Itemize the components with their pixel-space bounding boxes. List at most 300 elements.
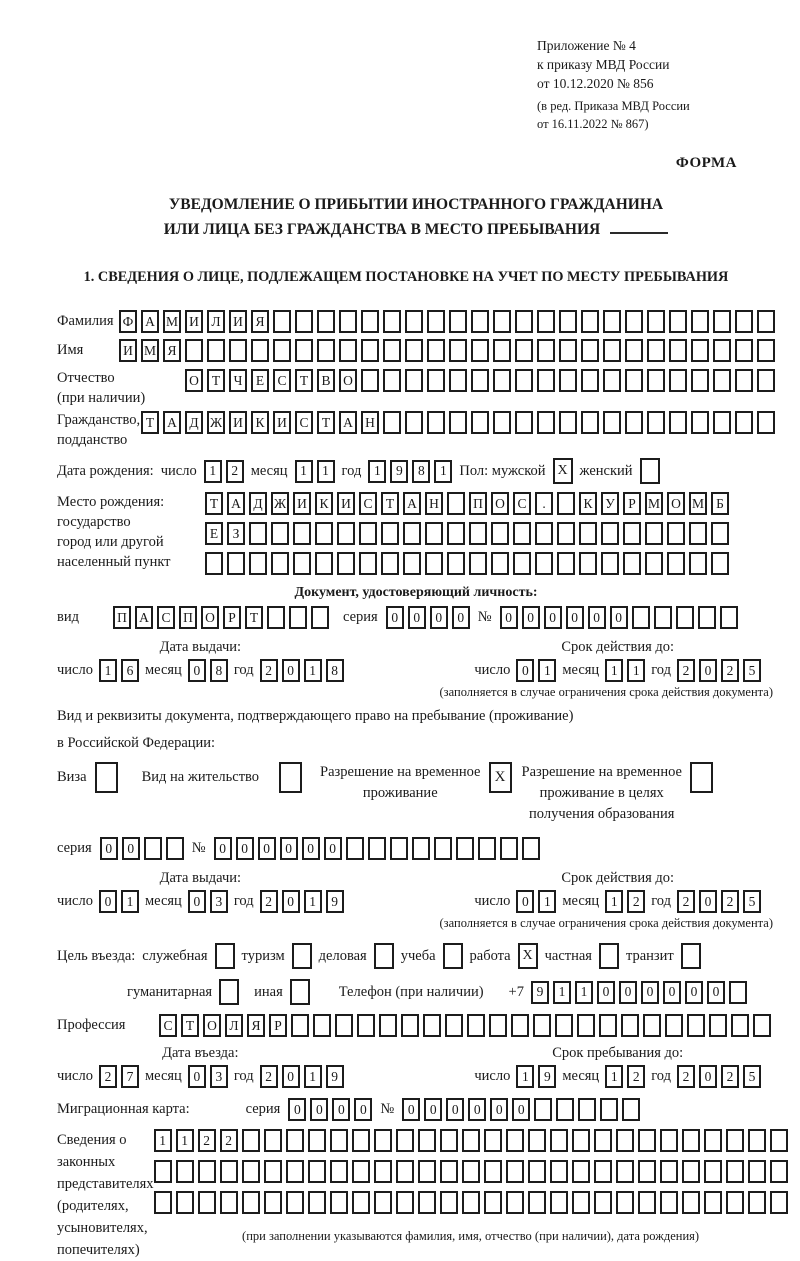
char-cell[interactable]: Д [249, 492, 267, 515]
char-cell[interactable] [550, 1160, 568, 1183]
patronymic-cells[interactable] [185, 369, 775, 392]
char-cell[interactable]: 9 [538, 1065, 556, 1088]
representatives-line2[interactable] [154, 1160, 788, 1183]
char-cell[interactable] [227, 552, 245, 575]
char-cell[interactable] [625, 310, 643, 333]
char-cell[interactable] [515, 369, 533, 392]
char-cell[interactable]: 0 [619, 981, 637, 1004]
phone-cells[interactable] [531, 981, 747, 1004]
char-cell[interactable] [286, 1129, 304, 1152]
char-cell[interactable]: 2 [220, 1129, 238, 1152]
char-cell[interactable] [632, 606, 650, 629]
char-cell[interactable] [681, 943, 701, 969]
char-cell[interactable] [625, 369, 643, 392]
edu-residence-checkbox[interactable] [690, 762, 713, 793]
char-cell[interactable]: 9 [326, 890, 344, 913]
char-cell[interactable]: Т [207, 369, 225, 392]
char-cell[interactable]: 2 [677, 1065, 695, 1088]
char-cell[interactable] [577, 1014, 595, 1037]
char-cell[interactable]: 2 [627, 1065, 645, 1088]
char-cell[interactable]: X [518, 943, 538, 969]
char-cell[interactable] [427, 411, 445, 434]
doc-number-cells[interactable] [500, 606, 738, 629]
char-cell[interactable]: Т [295, 369, 313, 392]
char-cell[interactable]: Ф [119, 310, 137, 333]
char-cell[interactable] [286, 1160, 304, 1183]
char-cell[interactable] [698, 606, 716, 629]
char-cell[interactable]: 1 [368, 460, 386, 483]
char-cell[interactable]: 1 [434, 460, 452, 483]
char-cell[interactable] [264, 1129, 282, 1152]
representatives-line3[interactable] [154, 1191, 788, 1214]
char-cell[interactable] [770, 1160, 788, 1183]
char-cell[interactable] [427, 369, 445, 392]
doc-kind-cells[interactable] [113, 606, 329, 629]
char-cell[interactable] [640, 458, 660, 484]
char-cell[interactable] [729, 981, 747, 1004]
char-cell[interactable]: А [135, 606, 153, 629]
char-cell[interactable] [449, 411, 467, 434]
char-cell[interactable]: 2 [260, 659, 278, 682]
char-cell[interactable] [603, 411, 621, 434]
char-cell[interactable]: 8 [210, 659, 228, 682]
char-cell[interactable] [289, 606, 307, 629]
char-cell[interactable]: 1 [627, 659, 645, 682]
char-cell[interactable] [295, 310, 313, 333]
char-cell[interactable] [290, 979, 310, 1005]
char-cell[interactable] [622, 1098, 640, 1121]
char-cell[interactable] [690, 762, 713, 793]
representatives-line1[interactable] [154, 1129, 788, 1152]
char-cell[interactable]: Ч [229, 369, 247, 392]
char-cell[interactable] [440, 1129, 458, 1152]
char-cell[interactable] [267, 606, 285, 629]
char-cell[interactable]: 2 [198, 1129, 216, 1152]
char-cell[interactable] [337, 552, 355, 575]
char-cell[interactable] [572, 1160, 590, 1183]
char-cell[interactable]: О [667, 492, 685, 515]
char-cell[interactable] [449, 339, 467, 362]
char-cell[interactable] [559, 339, 577, 362]
char-cell[interactable]: 0 [468, 1098, 486, 1121]
char-cell[interactable] [506, 1160, 524, 1183]
char-cell[interactable]: 1 [317, 460, 335, 483]
birth-place-line2[interactable] [205, 522, 729, 545]
doc-issue-year[interactable] [260, 659, 344, 682]
char-cell[interactable] [665, 1014, 683, 1037]
char-cell[interactable] [689, 522, 707, 545]
char-cell[interactable]: 1 [538, 659, 556, 682]
char-cell[interactable]: Т [381, 492, 399, 515]
char-cell[interactable] [600, 1098, 618, 1121]
char-cell[interactable] [381, 552, 399, 575]
char-cell[interactable] [757, 310, 775, 333]
char-cell[interactable] [654, 606, 672, 629]
char-cell[interactable] [522, 837, 540, 860]
char-cell[interactable]: Л [207, 310, 225, 333]
char-cell[interactable] [757, 369, 775, 392]
char-cell[interactable] [493, 310, 511, 333]
char-cell[interactable] [273, 339, 291, 362]
char-cell[interactable] [215, 943, 235, 969]
char-cell[interactable] [660, 1191, 678, 1214]
char-cell[interactable]: 0 [236, 837, 254, 860]
char-cell[interactable]: Т [181, 1014, 199, 1037]
char-cell[interactable] [352, 1129, 370, 1152]
char-cell[interactable] [550, 1129, 568, 1152]
char-cell[interactable] [735, 369, 753, 392]
char-cell[interactable]: Н [361, 411, 379, 434]
char-cell[interactable] [339, 339, 357, 362]
char-cell[interactable] [537, 411, 555, 434]
sex-female-checkbox[interactable] [640, 458, 660, 484]
char-cell[interactable] [513, 522, 531, 545]
char-cell[interactable] [427, 339, 445, 362]
temp-residence-checkbox[interactable] [489, 762, 512, 793]
char-cell[interactable]: 0 [544, 606, 562, 629]
char-cell[interactable]: X [553, 458, 573, 484]
char-cell[interactable]: 1 [304, 890, 322, 913]
char-cell[interactable] [383, 369, 401, 392]
char-cell[interactable] [660, 1160, 678, 1183]
purpose-commercial-checkbox[interactable] [374, 943, 394, 969]
char-cell[interactable] [638, 1160, 656, 1183]
char-cell[interactable]: 0 [685, 981, 703, 1004]
char-cell[interactable]: Ж [207, 411, 225, 434]
char-cell[interactable] [286, 1191, 304, 1214]
char-cell[interactable] [669, 310, 687, 333]
char-cell[interactable] [396, 1160, 414, 1183]
char-cell[interactable]: 0 [99, 890, 117, 913]
char-cell[interactable]: 0 [663, 981, 681, 1004]
char-cell[interactable] [308, 1160, 326, 1183]
char-cell[interactable] [594, 1191, 612, 1214]
char-cell[interactable] [383, 411, 401, 434]
char-cell[interactable] [462, 1191, 480, 1214]
char-cell[interactable]: А [227, 492, 245, 515]
char-cell[interactable] [669, 411, 687, 434]
char-cell[interactable] [726, 1160, 744, 1183]
char-cell[interactable] [691, 369, 709, 392]
char-cell[interactable]: 0 [310, 1098, 328, 1121]
char-cell[interactable] [425, 552, 443, 575]
char-cell[interactable]: Р [623, 492, 641, 515]
char-cell[interactable] [559, 310, 577, 333]
char-cell[interactable]: 1 [204, 460, 222, 483]
char-cell[interactable]: А [141, 310, 159, 333]
char-cell[interactable]: 0 [516, 890, 534, 913]
char-cell[interactable]: П [469, 492, 487, 515]
char-cell[interactable]: К [251, 411, 269, 434]
char-cell[interactable] [379, 1014, 397, 1037]
char-cell[interactable] [484, 1160, 502, 1183]
char-cell[interactable] [691, 339, 709, 362]
char-cell[interactable]: О [201, 606, 219, 629]
char-cell[interactable]: 0 [512, 1098, 530, 1121]
char-cell[interactable] [456, 837, 474, 860]
char-cell[interactable]: У [601, 492, 619, 515]
char-cell[interactable] [594, 1129, 612, 1152]
stay-until-month[interactable] [605, 1065, 645, 1088]
char-cell[interactable] [623, 522, 641, 545]
char-cell[interactable] [506, 1191, 524, 1214]
char-cell[interactable] [249, 522, 267, 545]
given-name-cells[interactable] [119, 339, 775, 362]
entry-day[interactable] [99, 1065, 139, 1088]
char-cell[interactable] [425, 522, 443, 545]
char-cell[interactable] [357, 1014, 375, 1037]
char-cell[interactable] [528, 1191, 546, 1214]
char-cell[interactable] [434, 837, 452, 860]
char-cell[interactable] [293, 522, 311, 545]
char-cell[interactable]: Б [711, 492, 729, 515]
char-cell[interactable] [669, 369, 687, 392]
char-cell[interactable] [537, 310, 555, 333]
char-cell[interactable]: И [337, 492, 355, 515]
char-cell[interactable] [704, 1160, 722, 1183]
char-cell[interactable] [449, 369, 467, 392]
char-cell[interactable]: 1 [605, 1065, 623, 1088]
char-cell[interactable]: 0 [258, 837, 276, 860]
char-cell[interactable]: 5 [743, 1065, 761, 1088]
visa-checkbox[interactable] [95, 762, 118, 793]
char-cell[interactable] [535, 522, 553, 545]
char-cell[interactable]: 1 [99, 659, 117, 682]
char-cell[interactable]: 0 [699, 890, 717, 913]
char-cell[interactable] [359, 552, 377, 575]
doc-issue-day[interactable] [99, 659, 139, 682]
char-cell[interactable] [491, 522, 509, 545]
char-cell[interactable] [383, 339, 401, 362]
char-cell[interactable]: 0 [188, 890, 206, 913]
surname-cells[interactable] [119, 310, 775, 333]
char-cell[interactable] [748, 1160, 766, 1183]
char-cell[interactable] [249, 552, 267, 575]
char-cell[interactable] [361, 339, 379, 362]
char-cell[interactable] [198, 1160, 216, 1183]
char-cell[interactable]: О [185, 369, 203, 392]
char-cell[interactable]: О [339, 369, 357, 392]
char-cell[interactable]: В [317, 369, 335, 392]
entry-month[interactable] [188, 1065, 228, 1088]
char-cell[interactable]: П [179, 606, 197, 629]
char-cell[interactable]: Д [185, 411, 203, 434]
char-cell[interactable] [412, 837, 430, 860]
char-cell[interactable] [405, 339, 423, 362]
char-cell[interactable] [383, 310, 401, 333]
char-cell[interactable] [572, 1129, 590, 1152]
char-cell[interactable] [493, 411, 511, 434]
entry-year[interactable] [260, 1065, 344, 1088]
char-cell[interactable] [176, 1160, 194, 1183]
char-cell[interactable]: 2 [99, 1065, 117, 1088]
char-cell[interactable] [704, 1129, 722, 1152]
char-cell[interactable]: М [689, 492, 707, 515]
char-cell[interactable]: К [315, 492, 333, 515]
char-cell[interactable] [489, 1014, 507, 1037]
char-cell[interactable]: 2 [226, 460, 244, 483]
char-cell[interactable] [601, 552, 619, 575]
char-cell[interactable]: Я [163, 339, 181, 362]
migration-number-cells[interactable] [402, 1098, 640, 1121]
char-cell[interactable]: 0 [100, 837, 118, 860]
char-cell[interactable] [449, 310, 467, 333]
char-cell[interactable] [581, 369, 599, 392]
char-cell[interactable]: 2 [721, 659, 739, 682]
char-cell[interactable] [293, 552, 311, 575]
char-cell[interactable] [713, 310, 731, 333]
char-cell[interactable] [515, 339, 533, 362]
char-cell[interactable] [533, 1014, 551, 1037]
char-cell[interactable]: И [293, 492, 311, 515]
stay-valid-year[interactable] [677, 890, 761, 913]
char-cell[interactable] [616, 1191, 634, 1214]
char-cell[interactable]: 2 [677, 890, 695, 913]
char-cell[interactable] [594, 1160, 612, 1183]
char-cell[interactable] [352, 1191, 370, 1214]
char-cell[interactable] [513, 552, 531, 575]
char-cell[interactable]: Н [425, 492, 443, 515]
char-cell[interactable] [493, 369, 511, 392]
char-cell[interactable]: Т [245, 606, 263, 629]
char-cell[interactable] [511, 1014, 529, 1037]
char-cell[interactable] [731, 1014, 749, 1037]
char-cell[interactable] [506, 1129, 524, 1152]
char-cell[interactable]: 1 [575, 981, 593, 1004]
char-cell[interactable]: 0 [452, 606, 470, 629]
char-cell[interactable] [726, 1191, 744, 1214]
char-cell[interactable] [144, 837, 162, 860]
char-cell[interactable]: 2 [627, 890, 645, 913]
doc-valid-day[interactable] [516, 659, 556, 682]
char-cell[interactable]: 9 [531, 981, 549, 1004]
char-cell[interactable] [735, 339, 753, 362]
stay-issue-month[interactable] [188, 890, 228, 913]
residence-permit-checkbox[interactable] [279, 762, 302, 793]
char-cell[interactable]: И [229, 411, 247, 434]
char-cell[interactable] [579, 552, 597, 575]
char-cell[interactable] [396, 1129, 414, 1152]
char-cell[interactable]: 0 [424, 1098, 442, 1121]
char-cell[interactable] [713, 411, 731, 434]
char-cell[interactable] [704, 1191, 722, 1214]
migration-series-cells[interactable] [288, 1098, 372, 1121]
char-cell[interactable] [390, 837, 408, 860]
char-cell[interactable]: А [339, 411, 357, 434]
char-cell[interactable] [601, 522, 619, 545]
char-cell[interactable] [381, 522, 399, 545]
purpose-transit-checkbox[interactable] [681, 943, 701, 969]
char-cell[interactable]: 1 [605, 659, 623, 682]
citizenship-cells[interactable] [141, 411, 775, 434]
char-cell[interactable] [405, 310, 423, 333]
char-cell[interactable] [603, 339, 621, 362]
doc-series-cells[interactable] [386, 606, 470, 629]
char-cell[interactable]: 1 [154, 1129, 172, 1152]
char-cell[interactable] [242, 1129, 260, 1152]
char-cell[interactable]: И [119, 339, 137, 362]
char-cell[interactable] [242, 1160, 260, 1183]
char-cell[interactable]: И [273, 411, 291, 434]
char-cell[interactable] [581, 310, 599, 333]
char-cell[interactable] [205, 552, 223, 575]
char-cell[interactable] [528, 1129, 546, 1152]
char-cell[interactable]: 0 [188, 1065, 206, 1088]
char-cell[interactable]: 0 [282, 659, 300, 682]
char-cell[interactable]: 0 [324, 837, 342, 860]
purpose-private-checkbox[interactable] [599, 943, 619, 969]
char-cell[interactable]: 2 [721, 890, 739, 913]
char-cell[interactable] [638, 1129, 656, 1152]
birth-day-cells[interactable] [204, 460, 244, 483]
char-cell[interactable] [556, 1098, 574, 1121]
char-cell[interactable] [95, 762, 118, 793]
char-cell[interactable] [154, 1191, 172, 1214]
char-cell[interactable] [352, 1160, 370, 1183]
char-cell[interactable]: 0 [490, 1098, 508, 1121]
char-cell[interactable] [557, 552, 575, 575]
purpose-tourism-checkbox[interactable] [292, 943, 312, 969]
char-cell[interactable] [471, 339, 489, 362]
char-cell[interactable] [623, 552, 641, 575]
char-cell[interactable]: 2 [260, 890, 278, 913]
char-cell[interactable]: 0 [430, 606, 448, 629]
char-cell[interactable] [748, 1191, 766, 1214]
char-cell[interactable] [645, 552, 663, 575]
char-cell[interactable] [401, 1014, 419, 1037]
char-cell[interactable] [667, 522, 685, 545]
char-cell[interactable] [603, 369, 621, 392]
birth-year-cells[interactable] [368, 460, 452, 483]
char-cell[interactable] [220, 1191, 238, 1214]
char-cell[interactable] [251, 339, 269, 362]
char-cell[interactable] [185, 339, 203, 362]
char-cell[interactable] [271, 522, 289, 545]
char-cell[interactable] [242, 1191, 260, 1214]
char-cell[interactable] [154, 1160, 172, 1183]
char-cell[interactable]: К [579, 492, 597, 515]
char-cell[interactable] [682, 1160, 700, 1183]
char-cell[interactable] [264, 1191, 282, 1214]
char-cell[interactable] [647, 369, 665, 392]
char-cell[interactable]: 1 [295, 460, 313, 483]
stay-series-cells[interactable] [100, 837, 184, 860]
char-cell[interactable] [313, 1014, 331, 1037]
stay-until-day[interactable] [516, 1065, 556, 1088]
char-cell[interactable] [616, 1129, 634, 1152]
char-cell[interactable]: 0 [282, 890, 300, 913]
purpose-other-checkbox[interactable] [290, 979, 310, 1005]
char-cell[interactable]: М [163, 310, 181, 333]
char-cell[interactable] [770, 1129, 788, 1152]
char-cell[interactable] [711, 552, 729, 575]
char-cell[interactable] [361, 310, 379, 333]
char-cell[interactable] [440, 1191, 458, 1214]
char-cell[interactable] [484, 1129, 502, 1152]
char-cell[interactable]: 0 [386, 606, 404, 629]
char-cell[interactable]: 0 [516, 659, 534, 682]
char-cell[interactable]: С [273, 369, 291, 392]
char-cell[interactable] [330, 1129, 348, 1152]
char-cell[interactable]: 3 [210, 890, 228, 913]
char-cell[interactable]: 1 [304, 659, 322, 682]
char-cell[interactable] [559, 411, 577, 434]
char-cell[interactable]: Т [141, 411, 159, 434]
char-cell[interactable] [292, 943, 312, 969]
char-cell[interactable]: Я [251, 310, 269, 333]
char-cell[interactable]: 0 [354, 1098, 372, 1121]
char-cell[interactable]: 1 [176, 1129, 194, 1152]
